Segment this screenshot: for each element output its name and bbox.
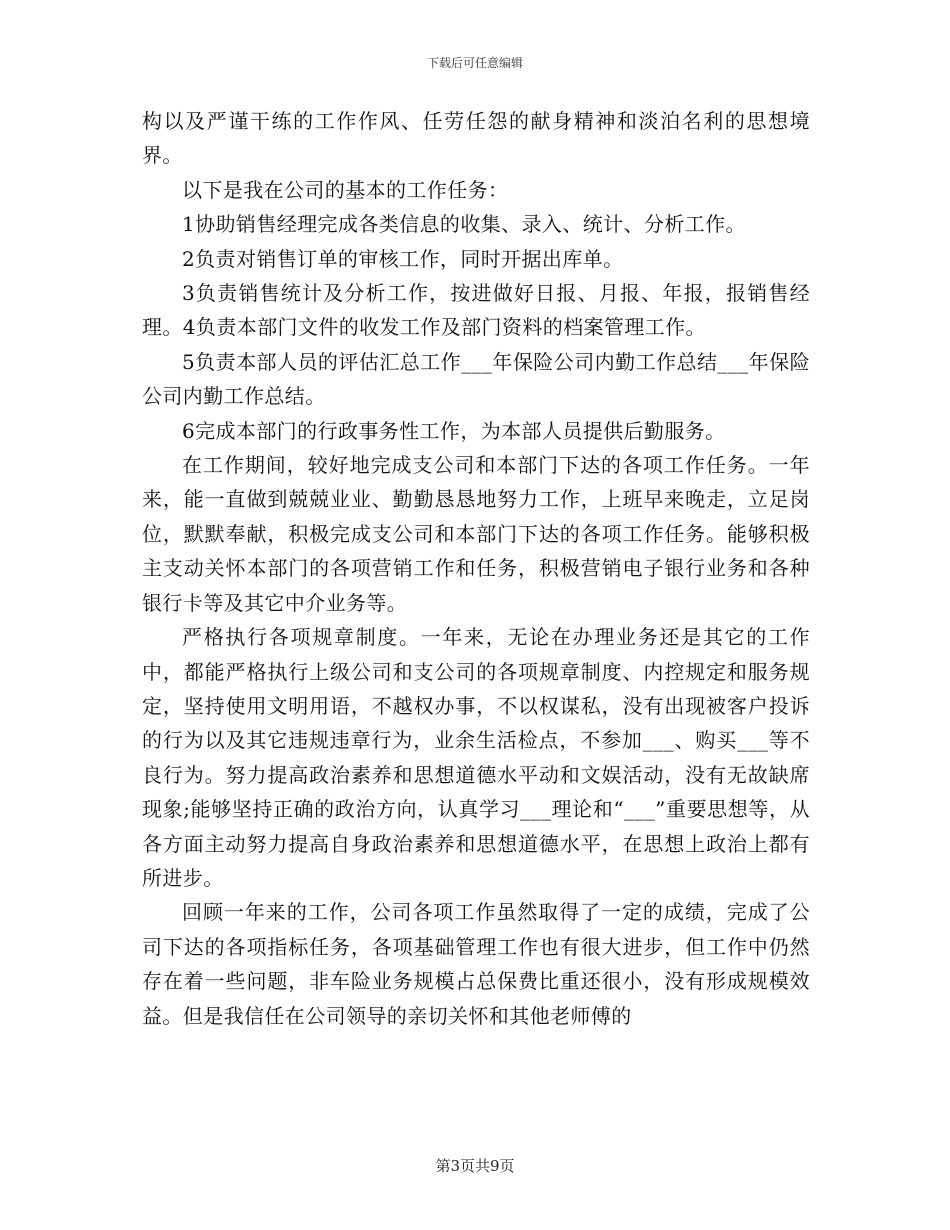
paragraph: 5负责本部人员的评估汇总工作___年保险公司内勤工作总结___年保险公司内勤工作总结。 bbox=[142, 349, 810, 409]
page-header: 下载后可任意编辑 bbox=[426, 56, 523, 70]
paragraph: 6完成本部门的行政事务性工作，为本部人员提供后勤服务。 bbox=[182, 418, 726, 443]
paragraph: 以下是我在公司的基本的工作任务： bbox=[182, 177, 509, 202]
document-body bbox=[142, 104, 810, 1033]
paragraph: 严格执行各项规章制度。一年来，无论在办理业务还是其它的工作中，都能严格执行上级公司和支公司的各项规章制度、内控规定和服务规定，坚持使用文明用语，不越权办事，不以权谋私，没有出现被客户投诉的行为以及其它违规违章行为，业余生活检点，不参加___、购买___等不良行为。努力提高政治素养和思想道德水平动和文娱活动，没有无故缺席现象;能够坚持正确的政治方向，认真学习___理论和“___”重要思想等，从各方面主动努力提高自身政治素养和思想道德水平，在思想上政治上都有所进步。 bbox=[142, 625, 810, 890]
paragraph: 回顾一年来的工作，公司各项工作虽然取得了一定的成绩，完成了公司下达的各项指标任务，各项基础管理工作也有很大进步，但工作中仍然存在着一些问题，非车险业务规模占总保费比重还很小，没有形成规模效益。但是我信任在公司领导的亲切关怀和其他老师傅的 bbox=[142, 900, 810, 1028]
paragraph: 在工作期间，较好地完成支公司和本部门下达的各项工作任务。一年来，能一直做到兢兢业业、勤勤恳恳地努力工作，上班早来晚走，立足岗位，默默奉献，积极完成支公司和本部门下达的各项工作任务。能够积极主支动关怀本部门的各项营销工作和任务，积极营销电子银行业务和各种银行卡等及其它中介业务等。 bbox=[142, 453, 810, 615]
page-footer: 第3页共9页 bbox=[435, 1157, 515, 1175]
paragraph: 2负责对销售订单的审核工作，同时开据出库单。 bbox=[182, 246, 624, 271]
paragraph: 1协助销售经理完成各类信息的收集、录入、统计、分析工作。 bbox=[182, 212, 746, 237]
paragraph: 3负责销售统计及分析工作，按进做好日报、月报、年报，报销售经理。4负责本部门文件的收发工作及部门资料的档案管理工作。 bbox=[142, 281, 810, 340]
paragraph: 构以及严谨干练的工作作风、任劳任怨的献身精神和淡泊名利的思想境界。 bbox=[142, 109, 810, 168]
